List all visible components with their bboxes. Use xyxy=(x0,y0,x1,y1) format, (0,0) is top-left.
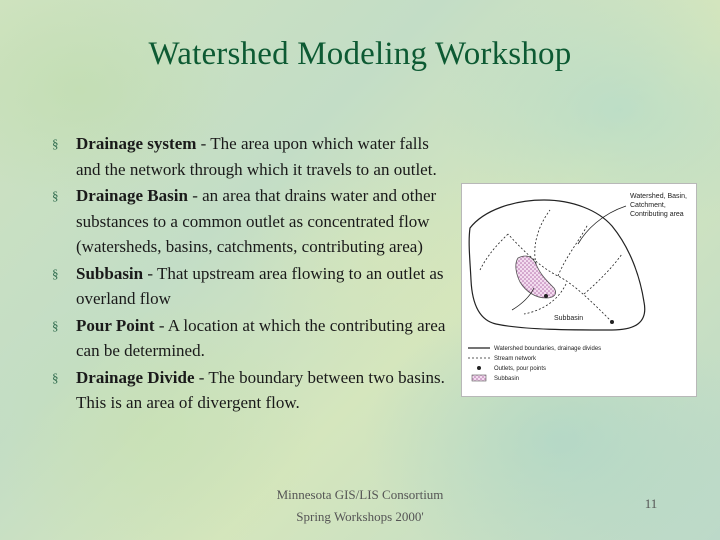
bullet-separator: - xyxy=(194,367,209,387)
bullet-drainage-divide xyxy=(52,365,452,416)
bullet-separator: - xyxy=(143,263,157,283)
bullet-term: Drainage Basin xyxy=(76,186,188,205)
pour-point xyxy=(610,320,614,324)
bullet-text: The area upon which water falls and the network through which it travels to an outlet. xyxy=(76,134,437,179)
legend-subbasin: Subbasin xyxy=(494,376,520,382)
pour-point xyxy=(544,294,548,298)
footer-line-1: Minnesota GIS/LIS Consortium xyxy=(276,487,444,502)
bullet-marker: § xyxy=(52,265,59,281)
legend xyxy=(468,346,601,382)
watershed-diagram xyxy=(461,183,697,397)
bullet-text: an area that drains water and other substances to a common outlet as concentrated flow (watersheds, basins, catchments, contributing area) xyxy=(76,186,437,256)
slide-title: Watershed Modeling Workshop xyxy=(148,36,572,72)
bullet-text: A location at which the contributing area can be determined. xyxy=(76,315,446,360)
bullet-text: The boundary between two basins. This is an area of divergent flow. xyxy=(76,367,445,412)
bullet-term: Drainage Divide xyxy=(76,367,195,387)
subbasin-label: Subbasin xyxy=(554,315,584,322)
legend-boundaries: Watershed boundaries, drainage divides xyxy=(494,346,602,352)
bullet-term: Drainage system xyxy=(76,134,197,153)
stream-network xyxy=(480,210,622,322)
footer-line-2: Spring Workshops 2000' xyxy=(296,509,424,524)
footer xyxy=(250,484,470,528)
bullet-marker: § xyxy=(52,317,59,333)
legend-outlets: Outlets, pour points xyxy=(494,366,547,372)
bullet-term: Subbasin xyxy=(76,263,144,283)
bullet-drainage-system xyxy=(52,131,452,182)
bullet-separator: - xyxy=(196,134,211,153)
watershed-boundary xyxy=(469,200,645,330)
bullet-separator: - xyxy=(154,315,168,335)
bullet-pour-point xyxy=(52,313,452,364)
bullet-text: That upstream area flowing to an outlet as overland flow xyxy=(76,263,444,308)
bullet-subbasin xyxy=(52,261,452,312)
page-number: 11 xyxy=(644,496,658,511)
bullet-marker: § xyxy=(52,136,59,151)
bullet-list xyxy=(52,131,452,417)
legend-streams: Stream network xyxy=(494,356,537,362)
bullet-marker: § xyxy=(52,188,59,203)
bullet-marker: § xyxy=(52,369,59,385)
bullet-separator: - xyxy=(187,186,203,205)
bullet-drainage-basin xyxy=(52,183,452,260)
bullet-term: Pour Point xyxy=(76,315,155,335)
watershed-label: Watershed, Basin, Catchment, Contributing area xyxy=(630,193,687,218)
